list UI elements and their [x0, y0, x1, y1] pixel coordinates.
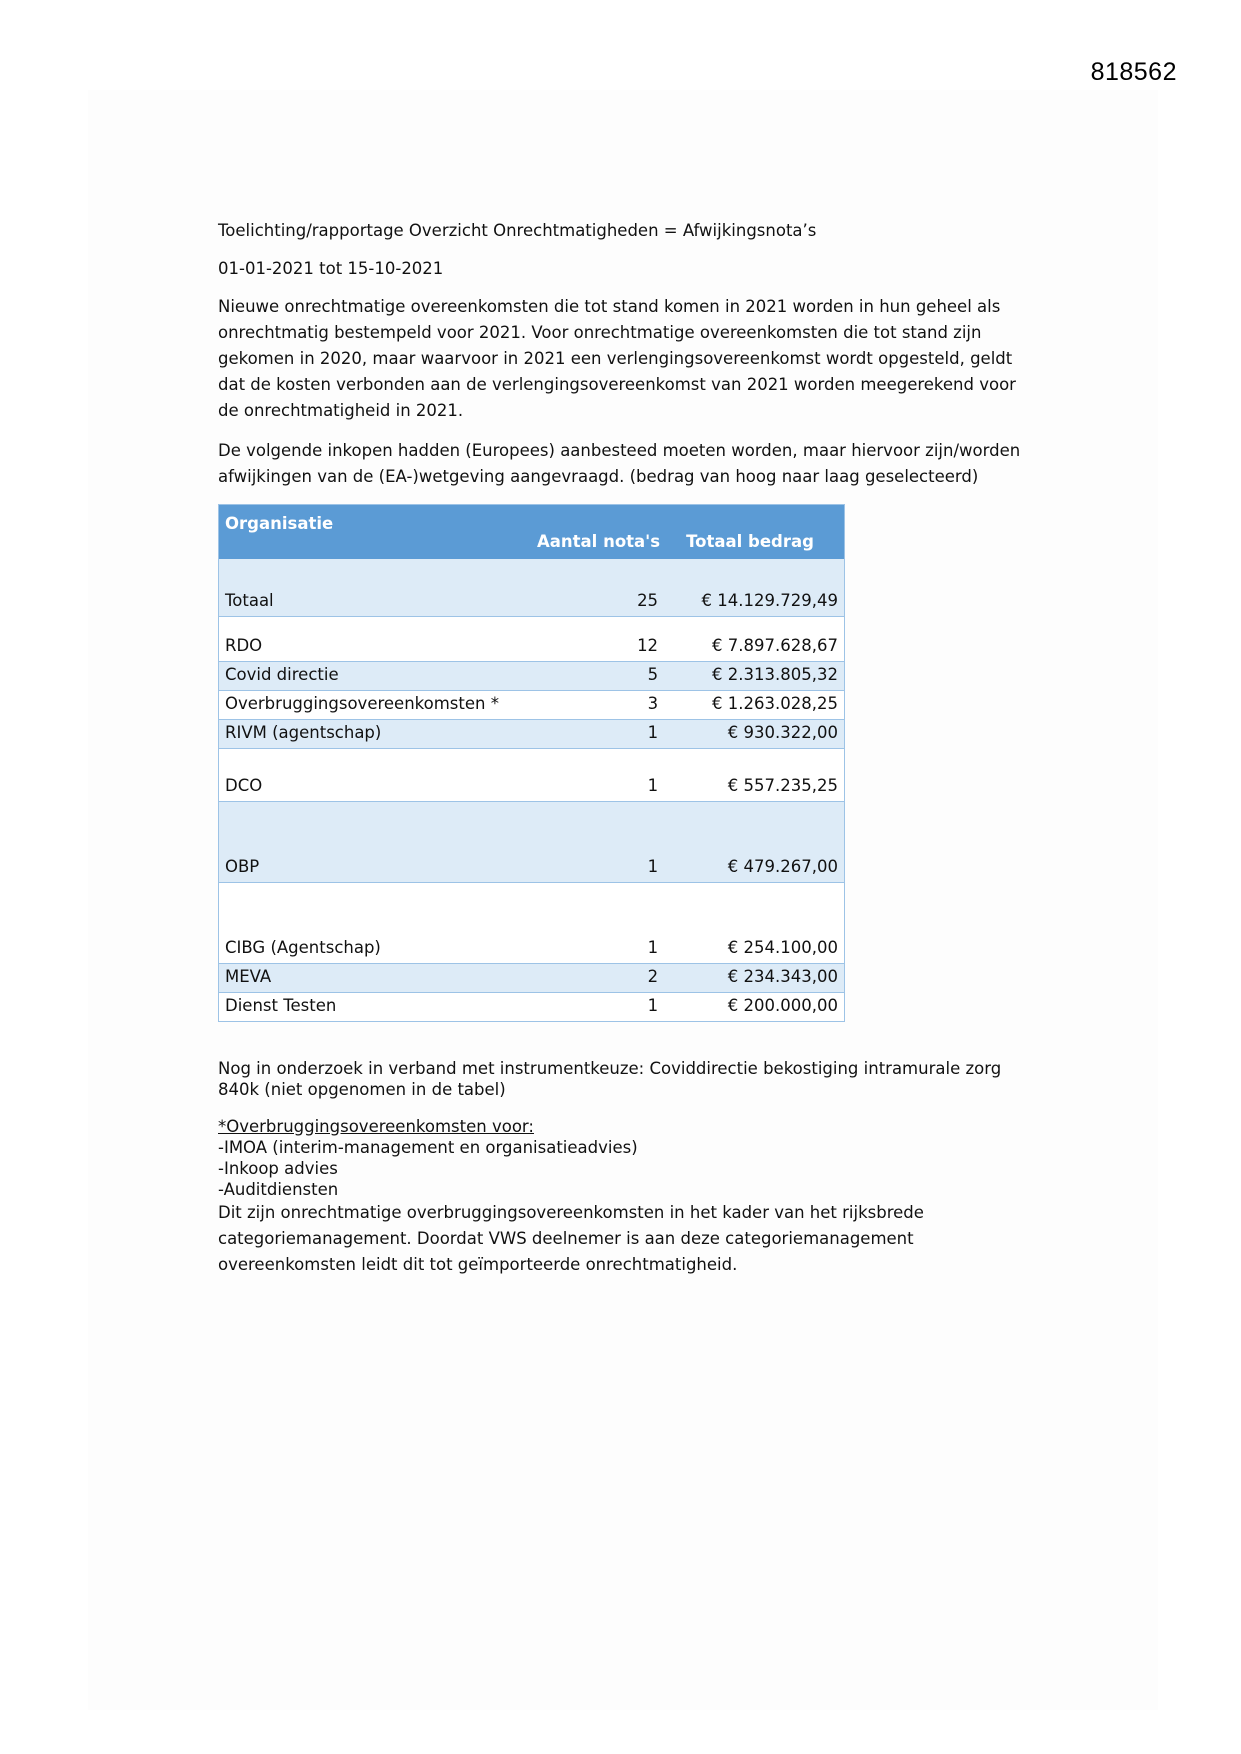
summary-table [218, 504, 845, 1022]
cell-amount: € 14.129.729,49 [680, 559, 844, 616]
reporting-period: 01-01-2021 tot 15-10-2021 [218, 259, 444, 278]
cell-count: 1 [531, 882, 680, 963]
cell-count: 1 [531, 992, 680, 1021]
table-row [219, 748, 845, 801]
table-row [219, 719, 845, 748]
document-body [218, 218, 1038, 1294]
cell-org: Totaal [219, 559, 532, 616]
footnote-explanation: Dit zijn onrechtmatige overbruggingsovereenkomsten in het kader van het rijksbrede categoriemanagement. Doordat VWS deelnemer is aan deze categoriemanagement overeenkomsten leidt dit tot geïmporteerde onrechtmatigheid. [218, 1202, 924, 1274]
cell-amount: € 479.267,00 [680, 801, 844, 882]
footnote-item: -Inkoop advies [218, 1158, 338, 1178]
cell-amount: € 200.000,00 [680, 992, 844, 1021]
cell-amount: € 7.897.628,67 [680, 616, 844, 661]
table-row [219, 992, 845, 1021]
cell-count: 3 [531, 690, 680, 719]
cell-amount: € 1.263.028,25 [680, 690, 844, 719]
document-title: Toelichting/rapportage Overzicht Onrechtmatigheden = Afwijkingsnota’s [218, 221, 817, 240]
cell-org: RIVM (agentschap) [219, 719, 532, 748]
cell-org: Dienst Testen [219, 992, 532, 1021]
cell-count: 2 [531, 963, 680, 992]
cell-amount: € 254.100,00 [680, 882, 844, 963]
document-id: 818562 [1090, 58, 1177, 86]
table-row [219, 801, 845, 882]
table-row [219, 661, 845, 690]
cell-org: Overbruggingsovereenkomsten * [219, 690, 532, 719]
table-row [219, 616, 845, 661]
header-aantal: Aantal nota's [531, 505, 680, 560]
cell-org: MEVA [219, 963, 532, 992]
footnote-title: *Overbruggingsovereenkomsten voor: [218, 1116, 534, 1136]
cell-count: 12 [531, 616, 680, 661]
table-header-row [219, 505, 845, 560]
cell-amount: € 234.343,00 [680, 963, 844, 992]
cell-count: 5 [531, 661, 680, 690]
footnote-item: -Auditdiensten [218, 1179, 339, 1199]
cell-org: CIBG (Agentschap) [219, 882, 532, 963]
table-row [219, 690, 845, 719]
footnote [218, 1116, 1038, 1200]
table-row [219, 882, 845, 963]
cell-count: 1 [531, 719, 680, 748]
notes-section [218, 1058, 1038, 1278]
footnote-item: -IMOA (interim-management en organisatieadvies) [218, 1137, 638, 1157]
cell-org: DCO [219, 748, 532, 801]
cell-count: 25 [531, 559, 680, 616]
intro-paragraph: Nieuwe onrechtmatige overeenkomsten die tot stand komen in 2021 worden in hun geheel als onrechtmatig bestempeld voor 2021. Voor onrechtmatige overeenkomsten die tot stand zijn gekomen in 2020, maar waarvoor in 2021 een verlengingsovereenkomst wordt opgesteld, geldt dat de kosten verbonden aan de verlengingsovereenkomst van 2021 worden meegerekend voor de onrechtmatigheid in 2021. [218, 297, 1016, 420]
cell-count: 1 [531, 801, 680, 882]
cell-org: OBP [219, 801, 532, 882]
header-organisatie: Organisatie [219, 505, 532, 560]
cell-amount: € 930.322,00 [680, 719, 844, 748]
research-note: Nog in onderzoek in verband met instrumentkeuze: Coviddirectie bekostiging intramurale zorg 840k (niet opgenomen in de tabel) [218, 1058, 1002, 1099]
cell-amount: € 557.235,25 [680, 748, 844, 801]
procurement-paragraph: De volgende inkopen hadden (Europees) aanbesteed moeten worden, maar hiervoor zijn/worden afwijkingen van de (EA-)wetgeving aangevraagd. (bedrag van hoog naar laag geselecteerd) [218, 441, 1021, 486]
table-row [219, 559, 845, 616]
cell-amount: € 2.313.805,32 [680, 661, 844, 690]
table-row [219, 963, 845, 992]
cell-org: RDO [219, 616, 532, 661]
header-totaal: Totaal bedrag [680, 505, 844, 560]
cell-count: 1 [531, 748, 680, 801]
cell-org: Covid directie [219, 661, 532, 690]
